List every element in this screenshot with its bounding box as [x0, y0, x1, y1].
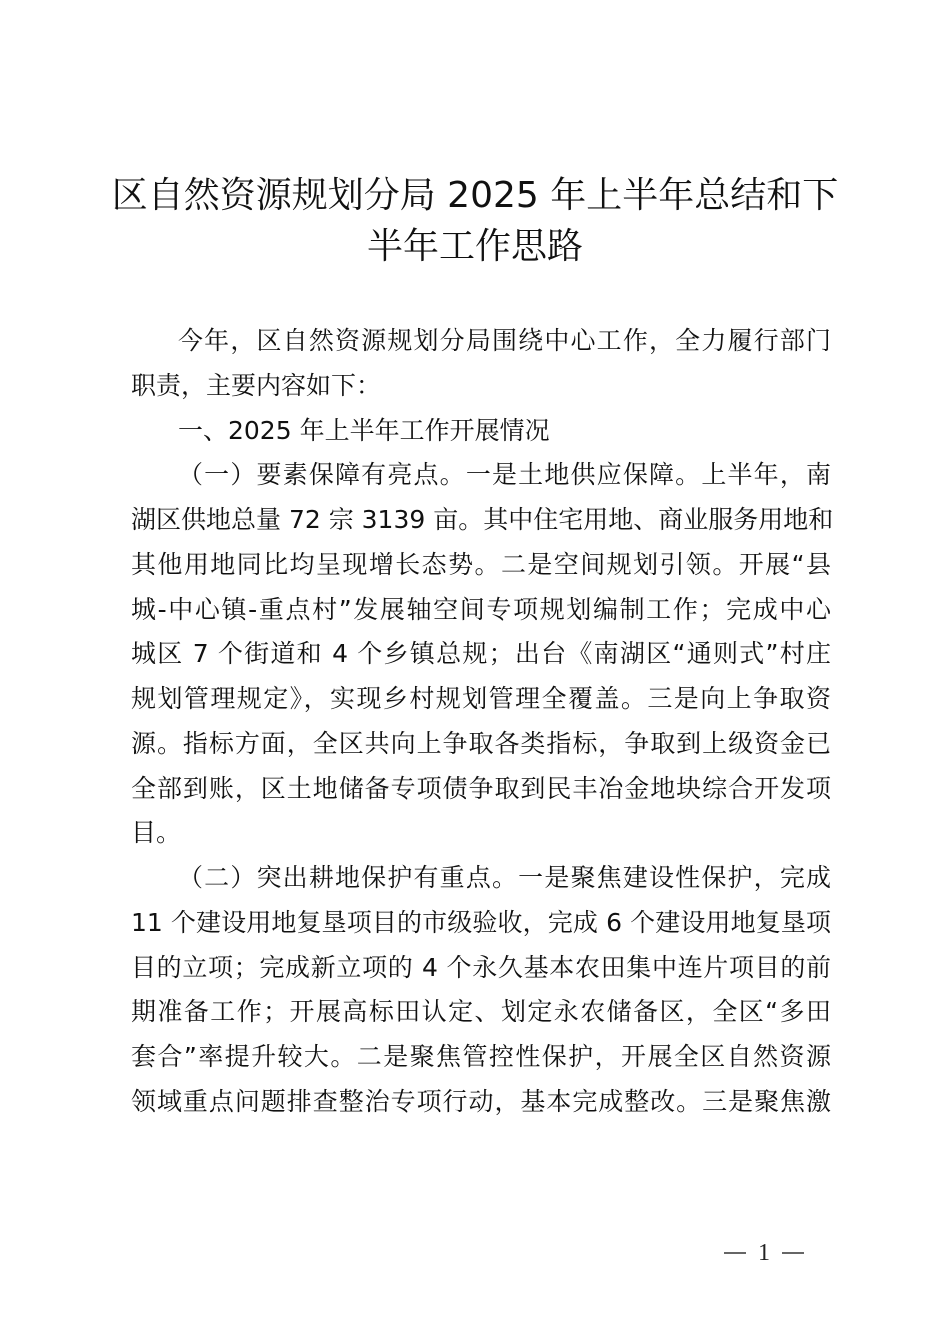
paragraph-line: 11 个建设用地复垦项目的市级验收，完成 6 个建设用地复垦项	[131, 908, 831, 937]
paragraph-line: 城区 7 个街道和 4 个乡镇总规；出台《南湖区“通则式”村庄	[131, 639, 831, 668]
page-number: 1	[758, 1239, 770, 1266]
paragraph-line: 源。指标方面，全区共向上争取各类指标，争取到上级资金已	[131, 729, 831, 758]
paragraph-line: （一）要素保障有亮点。一是土地供应保障。上半年，南	[178, 460, 831, 489]
paragraph-line: 其他用地同比均呈现增长态势。二是空间规划引领。开展“县	[131, 550, 831, 579]
dash-left	[724, 1252, 746, 1254]
paragraph-line: 套合”率提升较大。二是聚焦管控性保护，开展全区自然资源	[131, 1042, 831, 1071]
paragraph-line: 湖区供地总量 72 宗 3139 亩。其中住宅用地、商业服务用地和	[131, 505, 834, 534]
paragraph-line: 城-中心镇-重点村”发展轴空间专项规划编制工作；完成中心	[131, 595, 831, 624]
paragraph-line: 期准备工作；开展高标田认定、划定永农储备区，全区“多田	[131, 997, 831, 1026]
section-heading: 一、2025 年上半年工作开展情况	[178, 416, 550, 445]
paragraph-line: 领域重点问题排查整治专项行动，基本完成整改。三是聚焦激	[131, 1087, 831, 1116]
paragraph-line: 职责，主要内容如下：	[131, 371, 382, 400]
title-line-2: 半年工作思路	[366, 226, 583, 267]
page-footer	[724, 1238, 804, 1268]
title-line-1: 区自然资源规划分局 2025 年上半年总结和下	[111, 175, 839, 216]
paragraph-line: 全部到账，区土地储备专项债争取到民丰冶金地块综合开发项	[131, 774, 831, 803]
paragraph-line: 今年，区自然资源规划分局围绕中心工作，全力履行部门	[178, 326, 831, 355]
paragraph-line: 目的立项；完成新立项的 4 个永久基本农田集中连片项目的前	[131, 953, 831, 982]
paragraph-line: 规划管理规定》，实现乡村规划管理全覆盖。三是向上争取资	[131, 684, 831, 713]
dash-right	[782, 1252, 804, 1254]
paragraph-line: （二）突出耕地保护有重点。一是聚焦建设性保护，完成	[178, 863, 831, 892]
paragraph-line: 目。	[131, 818, 182, 847]
